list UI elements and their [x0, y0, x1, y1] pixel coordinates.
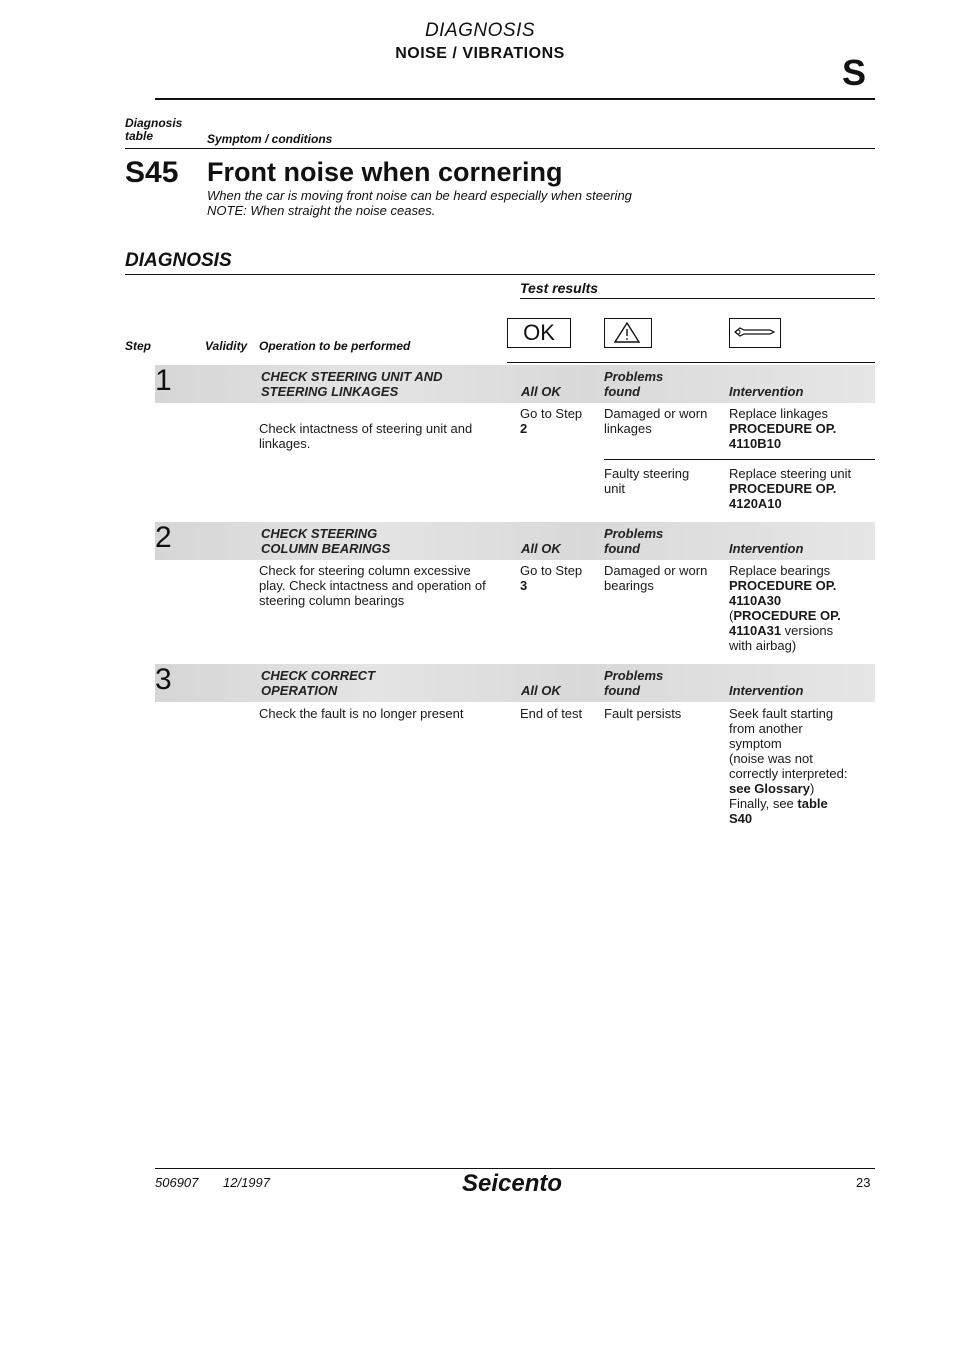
all-ok-label: All OK [521, 683, 561, 698]
section-title: NOISE / VIBRATIONS [395, 45, 565, 62]
ok-action: End of test [520, 706, 583, 721]
problems-found-label: Problems found [604, 668, 664, 698]
procedure-ref: PROCEDURE OP. 4120A10 [729, 481, 837, 511]
col-step: Step [125, 339, 152, 353]
step-number: 2 [155, 521, 172, 554]
problems-found-label: Problems found [604, 369, 664, 399]
page-number: 23 [856, 1175, 871, 1190]
header-rule [155, 98, 875, 100]
glossary-ref: see Glossary) [729, 781, 815, 796]
intervention-label: Intervention [729, 384, 804, 399]
col-operation: Operation to be performed [259, 339, 411, 353]
table-header-rule [125, 148, 875, 149]
doc-number: 506907 [155, 1175, 199, 1190]
procedure-ref: PROCEDURE OP. 4110B10 [729, 421, 837, 451]
wrench-icon [729, 318, 781, 348]
intervention-label: Intervention [729, 683, 804, 698]
symptom-conditions-label: Symptom / conditions [207, 132, 333, 146]
icons-rule [507, 362, 875, 363]
step-operation: Check intactness of steering unit and linkages. [259, 421, 473, 451]
step-title: CHECK CORRECT OPERATION [261, 668, 376, 698]
ok-step-ref: 3 [520, 578, 528, 593]
step-title: CHECK STEERING COLUMN BEARINGS [261, 526, 391, 556]
row-divider [604, 459, 875, 460]
fix-text: Seek fault starting from another symptom (noise was not correctly interpreted: [729, 706, 848, 781]
fix-text: Replace steering unit [729, 466, 852, 481]
section-letter: S [842, 52, 867, 93]
problems-found-label: Problems found [604, 526, 664, 556]
step-title: CHECK STEERING UNIT AND STEERING LINKAGES [261, 369, 443, 399]
diagnosis-table-label: Diagnosis table [125, 116, 183, 143]
ok-action: Go to Step [520, 563, 583, 578]
fix-text: Replace linkages [729, 406, 829, 421]
doc-date: 12/1997 [223, 1175, 270, 1190]
diagnosis-rule [125, 274, 875, 275]
problem-text: Damaged or worn linkages [604, 406, 708, 436]
symptom-note: NOTE: When straight the noise ceases. [207, 203, 436, 218]
brand-logo: Seicento [462, 1170, 563, 1197]
problem-text: Faulty steering unit [604, 466, 690, 496]
intervention-label: Intervention [729, 541, 804, 556]
section-italic-title: DIAGNOSIS [424, 20, 536, 41]
problem-text: Damaged or worn bearings [604, 563, 708, 593]
symptom-description: When the car is moving front noise can be heard especially when steering [207, 188, 632, 203]
alt-procedure: (PROCEDURE OP. 4110A31 versions with airbag) [729, 608, 841, 653]
procedure-ref: PROCEDURE OP. 4110A30 [729, 578, 837, 608]
warning-icon [604, 318, 652, 348]
diagnosis-heading: DIAGNOSIS [125, 250, 232, 271]
symptom-code: S45 [125, 156, 179, 189]
all-ok-label: All OK [521, 541, 561, 556]
step-operation: Check for steering column excessive play. Check intactness and operation of steering column bearings [259, 563, 486, 608]
table-ref: Finally, see table S40 [729, 796, 828, 826]
test-results-rule [520, 298, 875, 299]
all-ok-label: All OK [521, 384, 561, 399]
ok-step-ref: 2 [520, 421, 528, 436]
symptom-title: Front noise when cornering [207, 157, 563, 187]
step-operation: Check the fault is no longer present [259, 706, 464, 721]
step-number: 3 [155, 663, 172, 696]
step-number: 1 [155, 364, 172, 397]
footer-rule [155, 1168, 875, 1169]
fix-text: Replace bearings [729, 563, 831, 578]
col-validity: Validity [205, 339, 248, 353]
problem-text: Fault persists [604, 706, 682, 721]
ok-action: Go to Step [520, 406, 583, 421]
ok-icon: OK [507, 318, 571, 348]
test-results-label: Test results [520, 280, 599, 296]
